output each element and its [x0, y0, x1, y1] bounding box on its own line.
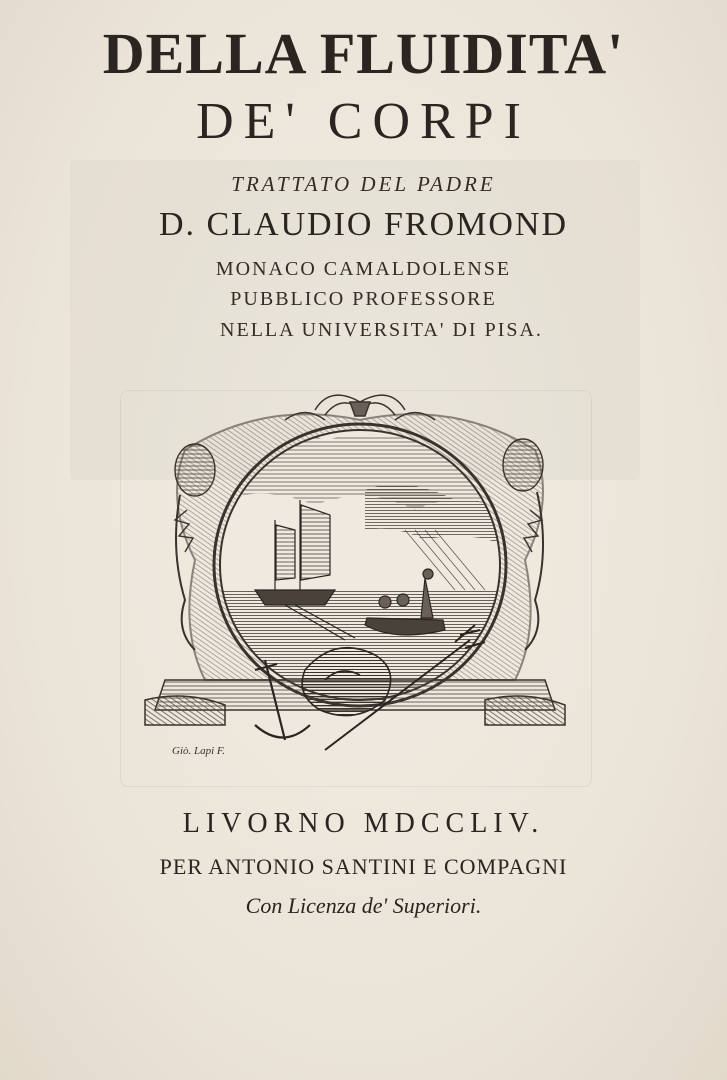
- engraver-signature: Giò. Lapi F.: [172, 745, 225, 757]
- imprint-printer: PER ANTONIO SANTINI E COMPAGNI: [159, 854, 568, 879]
- author-role-3: NELLA UNIVERSITA' DI PISA.: [220, 319, 543, 341]
- author-role-2: PUBBLICO PROFESSORE: [230, 288, 497, 310]
- treatise-line: TRATTATO DEL PADRE: [231, 172, 496, 196]
- imprint-license: Con Licenza de' Superiori.: [245, 893, 482, 918]
- author-name: D. CLAUDIO FROMOND: [158, 206, 569, 243]
- imprint-place-year: LIVORNO MDCCLIV.: [182, 808, 545, 839]
- author-role-1: MONACO CAMALDOLENSE: [215, 258, 512, 280]
- title-line-1: DELLA FLUIDITA': [102, 21, 625, 86]
- title-line-2: DE' CORPI: [196, 93, 531, 150]
- engraving-vignette: [125, 380, 585, 765]
